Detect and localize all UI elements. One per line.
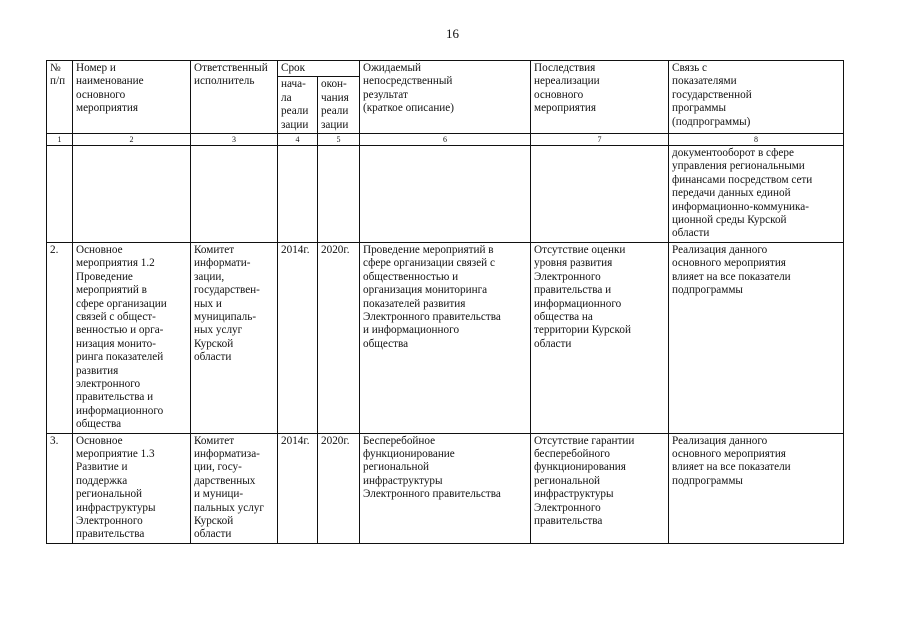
row-start: 2014г. (278, 433, 318, 543)
row-name: Основное мероприятия 1.2 Проведение мероприятий в сфере организации связей с общест- венностью и орга- низация монито- ринга показателей развития электронного правительства и информационного общества (73, 242, 191, 433)
row-end: 2020г. (318, 433, 360, 543)
header-name: Номер и наименование основного мероприятия (73, 61, 191, 134)
continuation-name (73, 146, 191, 243)
row-num: 2. (47, 242, 73, 433)
table-row (47, 242, 844, 433)
column-number: 1 (47, 134, 73, 146)
row-name: Основное мероприятие 1.3 Развитие и поддержка региональной инфраструктуры Электронного правительства (73, 433, 191, 543)
row-link: Реализация данного основного мероприятия влияет на все показатели подпрограммы (669, 242, 844, 433)
row-start: 2014г. (278, 242, 318, 433)
continuation-consequences (531, 146, 669, 243)
continuation-num (47, 146, 73, 243)
header-row (47, 61, 844, 77)
header-term: Срок (278, 61, 360, 77)
header-consequences: Последствия нереализации основного мероприятия (531, 61, 669, 134)
header-responsible: Ответственный исполнитель (191, 61, 278, 134)
column-number: 5 (318, 134, 360, 146)
row-result: Проведение мероприятий в сфере организации связей с общественностью и организация мониторинга показателей развития Электронного правительства и информационного общества (360, 242, 531, 433)
continuation-result (360, 146, 531, 243)
row-result: Бесперебойное функционирование региональной инфраструктуры Электронного правительства (360, 433, 531, 543)
continuation-responsible (191, 146, 278, 243)
column-number: 8 (669, 134, 844, 146)
row-num: 3. (47, 433, 73, 543)
row-responsible: Комитет информатиза- ции, госу- дарственных и муници- пальных услуг Курской области (191, 433, 278, 543)
header-num: № п/п (47, 61, 73, 134)
header-result: Ожидаемый непосредственный результат (краткое описание) (360, 61, 531, 134)
table-row (47, 433, 844, 543)
continuation-end (318, 146, 360, 243)
page-number: 16 (446, 26, 459, 41)
continuation-start (278, 146, 318, 243)
column-number: 6 (360, 134, 531, 146)
column-number: 4 (278, 134, 318, 146)
continuation-row (47, 146, 844, 243)
row-consequences: Отсутствие гарантии бесперебойного функционирования региональной инфраструктуры Электронного правительства (531, 433, 669, 543)
measures-table (46, 60, 844, 544)
row-consequences: Отсутствие оценки уровня развития Электронного правительства и информационного общества на территории Курской области (531, 242, 669, 433)
header-end: окон- чания реали зации (318, 77, 360, 134)
header-link: Связь с показателями государственной программы (подпрограммы) (669, 61, 844, 134)
row-link: Реализация данного основного мероприятия влияет на все показатели подпрограммы (669, 433, 844, 543)
column-number: 3 (191, 134, 278, 146)
column-number: 7 (531, 134, 669, 146)
row-end: 2020г. (318, 242, 360, 433)
column-number-row (47, 134, 844, 146)
column-number: 2 (73, 134, 191, 146)
row-responsible: Комитет информати- зации, государствен- ных и муниципаль- ных услуг Курской области (191, 242, 278, 433)
continuation-link: документооборот в сфере управления региональными финансами посредством сети передачи данных единой информационно-коммуника- ционной среды Курской области (669, 146, 844, 243)
header-start: нача- ла реали зации (278, 77, 318, 134)
